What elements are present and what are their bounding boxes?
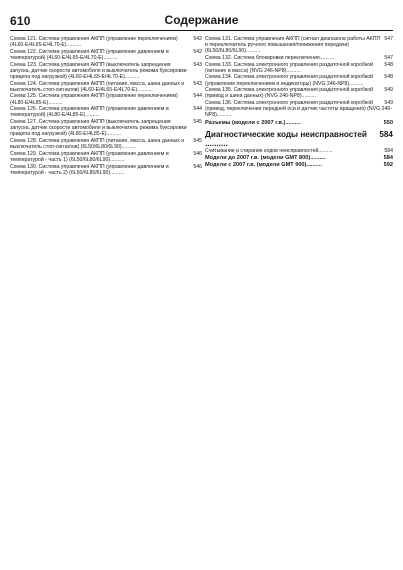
toc-entry-text: Схема 133. Система электронного управления раздаточной коробкой (питание и масса) (NVG 246-NP8).......... [205, 61, 374, 74]
toc-column-left [10, 36, 202, 176]
toc-entry [205, 62, 393, 74]
toc-entry-page: 543 [193, 61, 202, 68]
toc-entry-text: Схема 128. Система управления АКПП (питание, масса, шина данных и выключатель стоп-сигналов) (6L50/6L80/6L90).......... [10, 137, 185, 151]
toc-entry [10, 81, 202, 93]
section-heading-text: Диагностические коды неисправностей .......... [205, 129, 367, 148]
toc-entry-page: 548 [384, 61, 393, 68]
toc-entry [10, 36, 202, 48]
toc-entry [205, 148, 393, 154]
toc-entry-text: Разъемы (модели с 2007 г.в.).......... [205, 119, 301, 126]
toc-entry [205, 55, 393, 61]
toc-entry [205, 74, 393, 86]
header-rule [10, 30, 393, 31]
toc-entry-page: 545 [193, 118, 202, 125]
toc-entry-page: 545 [193, 137, 202, 144]
toc-entry-page: 584 [384, 147, 393, 154]
toc-entry-text: Схема 135. Система электронного управления раздаточной коробкой (привод и шина данных) (NVG 246-NP8).......... [205, 87, 374, 100]
toc-entry-page: 548 [384, 74, 393, 81]
toc-entry-page: 592 [383, 162, 393, 169]
toc-entry [205, 36, 393, 55]
page-title: Содержание [164, 13, 239, 27]
toc-entry-text: Схема 124. Система управления АКПП (питание, масса, шина данных и выключатель стоп-сигналов) (4L60-E/4L65-E/4L70-E).......... [10, 80, 185, 93]
toc-entry-page: 550 [383, 119, 393, 126]
toc-entry [10, 93, 202, 105]
toc-entry-page: 542 [193, 48, 202, 55]
toc-entry-text: Схема 129. Система управления АКПП (управление давлением и температурой - часть 1) (6L50/6L80/6L90).......... [10, 150, 169, 163]
toc-entry [10, 119, 202, 138]
toc-entry-text: Модели до 2007 г.в. (модели GMT 800).......... [205, 155, 326, 161]
toc-entry [205, 162, 393, 168]
toc-entry-page: 584 [383, 155, 393, 161]
page-header [0, 0, 403, 36]
toc-entry-page: 544 [193, 93, 202, 100]
toc-entry [205, 87, 393, 99]
toc-entry-text: Схема 125. Система управления АКПП (управление переключением) (4L80-E/4L85-E).......... [10, 93, 178, 106]
toc-entry-text: Схема 123. Система управления АКПП (выключатель запрещения запуска, датчик скорости автомобиля и выключатель режима буксировки прицепа под нагрузкой) (4L60-E/4L65-E/4L70-E).......... [10, 61, 187, 80]
toc-entry-page: 546 [193, 150, 202, 157]
toc-entry-page: 549 [384, 99, 393, 106]
toc-entry-text: Схема 134. Система электронного управления раздаточной коробкой (управление переключением и индикаторы) (NVG 246-NP8).......... [205, 74, 374, 87]
toc-entry-text: Схема 131. Система управления АКПП (сигнал диапазона работы АКПП и переключатель ручного повышения/понижения передачи) (6L50/6L80/6L90).......... [205, 36, 381, 55]
toc-entry-page: 546 [193, 163, 202, 170]
toc-entry-page: 542 [193, 36, 202, 42]
toc-entry-connectors [205, 120, 393, 126]
toc-entry-text: Схема 127. Система управления АКПП (выключатель запрещения запуска, датчик скорости автомобиля и выключатель режима буксировки прицепа под нагрузкой) (4L80-E/4L85-E).......... [10, 118, 187, 138]
toc-entry-page: 549 [384, 87, 393, 94]
toc-entry-text: Схема 136. Система электронного управления раздаточной коробкой (привод, переключения передней оси и датчик частоты вращения) (NVG 246-NP8).......... [205, 99, 392, 119]
toc-entry [205, 155, 393, 161]
page-number: 610 [10, 14, 31, 28]
toc-column-right [205, 36, 393, 169]
toc-entry [10, 151, 202, 163]
toc-entry-text: Модели с 2007 г.в. (модели GMT 900).......... [205, 162, 322, 169]
toc-entry-text: Схема 132. Система блокировки переключения.......... [205, 55, 335, 61]
toc-entry-text: Считывание и стирание кодов неисправностей.......... [205, 147, 333, 154]
toc-entry [10, 164, 202, 176]
toc-entry [10, 138, 202, 150]
section-heading [205, 130, 393, 148]
toc-entry-page: 547 [384, 55, 393, 61]
toc-entry [10, 62, 202, 81]
toc-entry-page: 547 [384, 36, 393, 42]
toc-entry-text: Схема 126. Система управления АКПП (управление давлением и температурой) (4L80-E/4L85-E).......... [10, 106, 169, 119]
toc-entry-page: 544 [193, 106, 202, 113]
toc-entry [10, 49, 202, 61]
toc-entry-text: Схема 122. Система управления АКПП (управление давлением и температурой) (4L60-E/4L65-E/4L70-E).......... [10, 48, 169, 61]
section-heading-page: 584 [379, 129, 393, 139]
toc-entry-text: Схема 121. Система управления АКПП (управление переключением) (4L60-E/4L65-E/4L70-E).......... [10, 36, 178, 49]
toc-entry [205, 100, 393, 119]
toc-entry-text: Схема 130. Система управления АКПП (управление давлением и температурой - часть 2) (6L50/6L80/6L90).......... [10, 163, 169, 176]
toc-entry [10, 106, 202, 118]
toc-entry-page: 543 [193, 80, 202, 87]
